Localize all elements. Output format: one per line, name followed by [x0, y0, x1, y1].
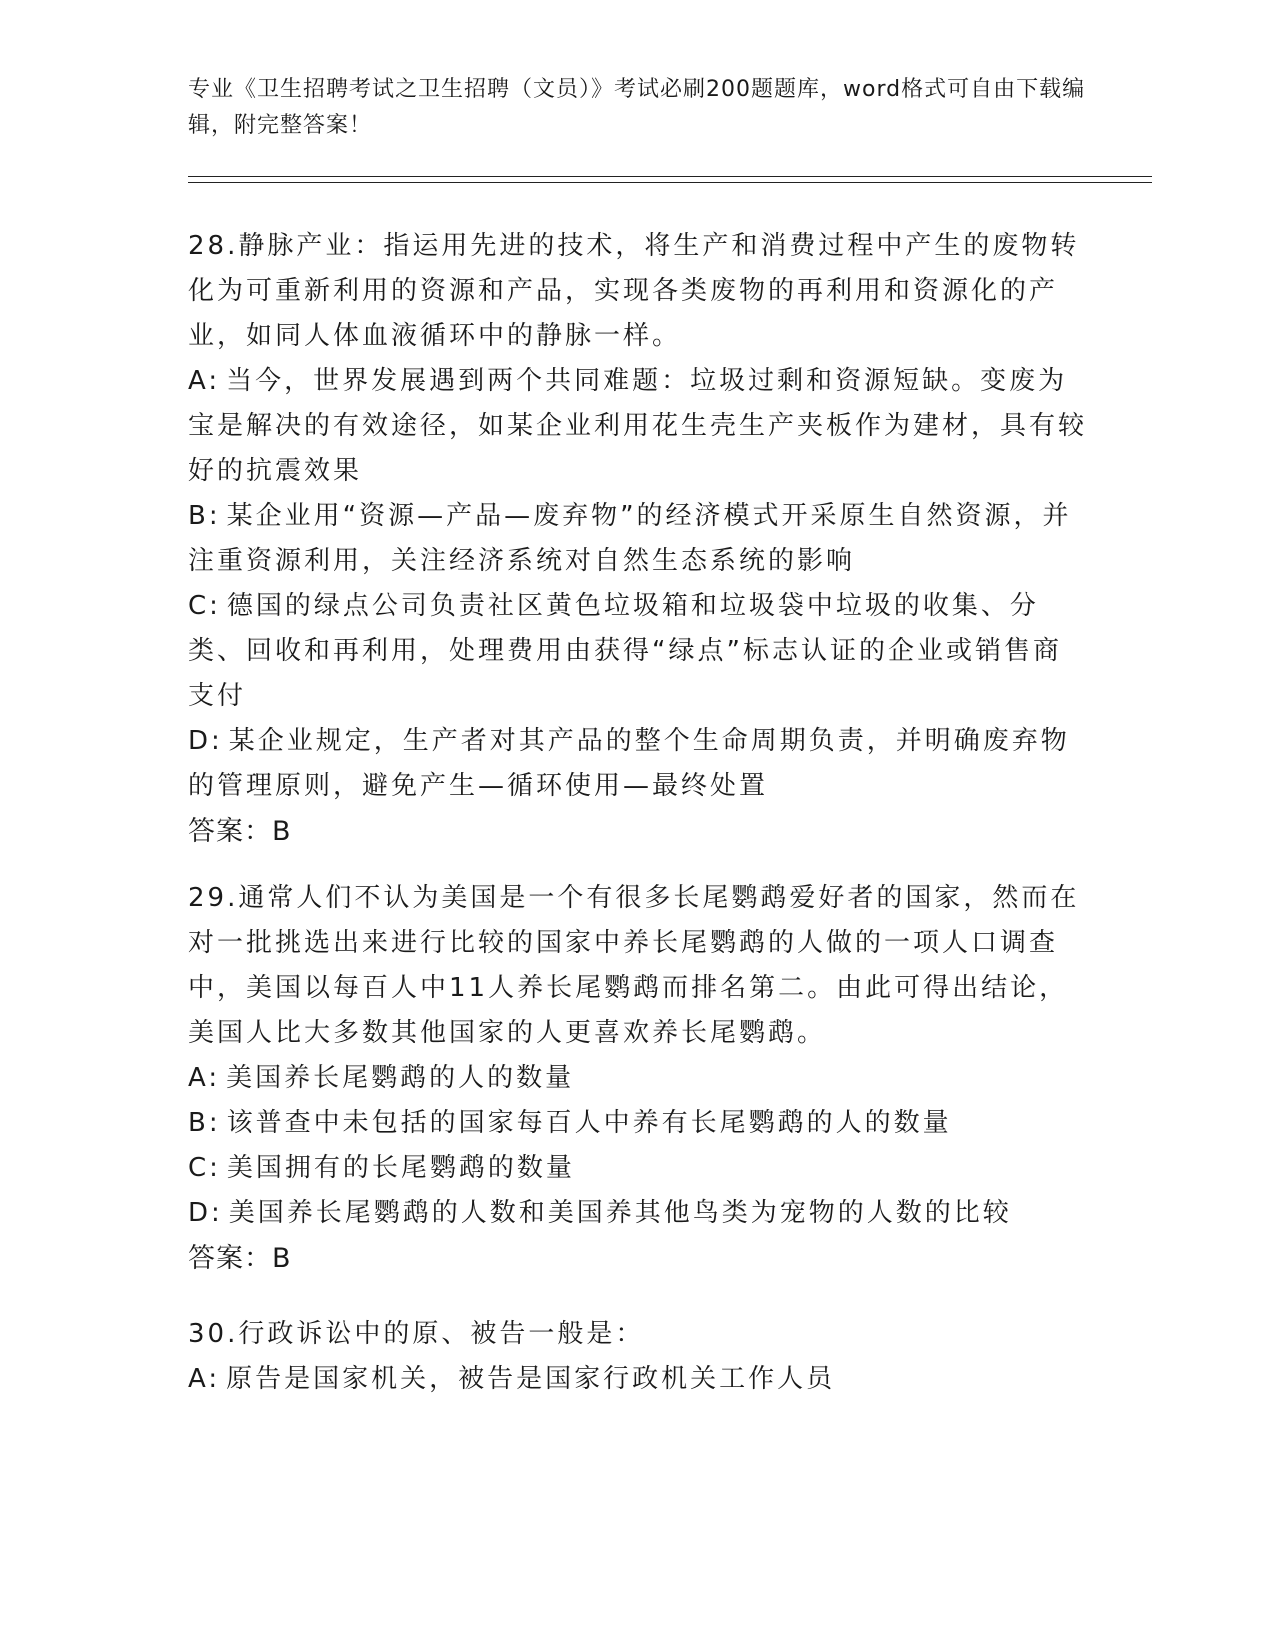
option-text: 美国拥有的长尾鹦鹉的数量	[226, 1153, 575, 1183]
option-d	[188, 719, 1088, 809]
option-text: 原告是国家机关，被告是国家行政机关工作人员	[226, 1364, 836, 1394]
option-text: 当今，世界发展遇到两个共同难题：垃圾过剩和资源短缺。变废为宝是解决的有效途径，如某企业利用花生壳生产夹板作为建材，具有较好的抗震效果	[188, 366, 1088, 486]
question-stem: 29.通常人们不认为美国是一个有很多长尾鹦鹉爱好者的国家，然而在对一批挑选出来进行比较的国家中养长尾鹦鹉的人做的一项人口调查中，美国以每百人中11人养长尾鹦鹉而排名第二。由此可得出结论，美国人比大多数其他国家的人更喜欢养长尾鹦鹉。	[188, 883, 1080, 1048]
option-text: 某企业用“资源—产品—废弃物”的经济模式开采原生自然资源，并注重资源利用，关注经济系统对自然生态系统的影响	[188, 501, 1072, 576]
option-text: 该普查中未包括的国家每百人中养有长尾鹦鹉的人的数量	[226, 1108, 952, 1138]
option-text: 美国养长尾鹦鹉的人数和美国养其他鸟类为宠物的人数的比较	[228, 1198, 1012, 1228]
option-d	[188, 1191, 1088, 1236]
option-letter: B:	[188, 501, 221, 531]
question-stem: 30.行政诉讼中的原、被告一般是：	[188, 1319, 645, 1349]
answer-line: 答案：B	[188, 1243, 292, 1274]
question-stem: 28.静脉产业：指运用先进的技术，将生产和消费过程中产生的废物转化为可重新利用的资源和产品，实现各类废物的再利用和资源化的产业，如同人体血液循环中的静脉一样。	[188, 231, 1080, 351]
option-text: 德国的绿点公司负责社区黄色垃圾箱和垃圾袋中垃圾的收集、分类、回收和再利用，处理费用由获得“绿点”标志认证的企业或销售商支付	[188, 591, 1062, 711]
option-letter: C:	[188, 1153, 221, 1183]
option-b	[188, 494, 1088, 584]
option-b	[188, 1101, 1088, 1146]
option-a	[188, 1056, 1088, 1101]
question-29	[188, 876, 1088, 1281]
header-divider-bottom	[188, 182, 1152, 183]
option-letter: D:	[188, 1198, 223, 1228]
option-text: 某企业规定，生产者对其产品的整个生命周期负责，并明确废弃物的管理原则，避免产生—循环使用—最终处置	[188, 726, 1070, 801]
option-letter: A:	[188, 366, 221, 396]
answer-line: 答案：B	[188, 816, 292, 847]
option-letter: D:	[188, 726, 223, 756]
option-letter: C:	[188, 591, 221, 621]
option-a	[188, 359, 1088, 494]
option-letter: B:	[188, 1108, 221, 1138]
document-header: 专业《卫生招聘考试之卫生招聘（文员）》考试必刷200题题库，word格式可自由下载编辑，附完整答案！	[188, 77, 1086, 138]
option-letter: A:	[188, 1364, 221, 1394]
header-divider-top	[188, 176, 1152, 177]
option-letter: A:	[188, 1063, 221, 1093]
option-a	[188, 1357, 1088, 1402]
question-30	[188, 1312, 1088, 1402]
option-c	[188, 1146, 1088, 1191]
option-c	[188, 584, 1088, 719]
option-text: 美国养长尾鹦鹉的人的数量	[226, 1063, 575, 1093]
question-28	[188, 224, 1088, 854]
